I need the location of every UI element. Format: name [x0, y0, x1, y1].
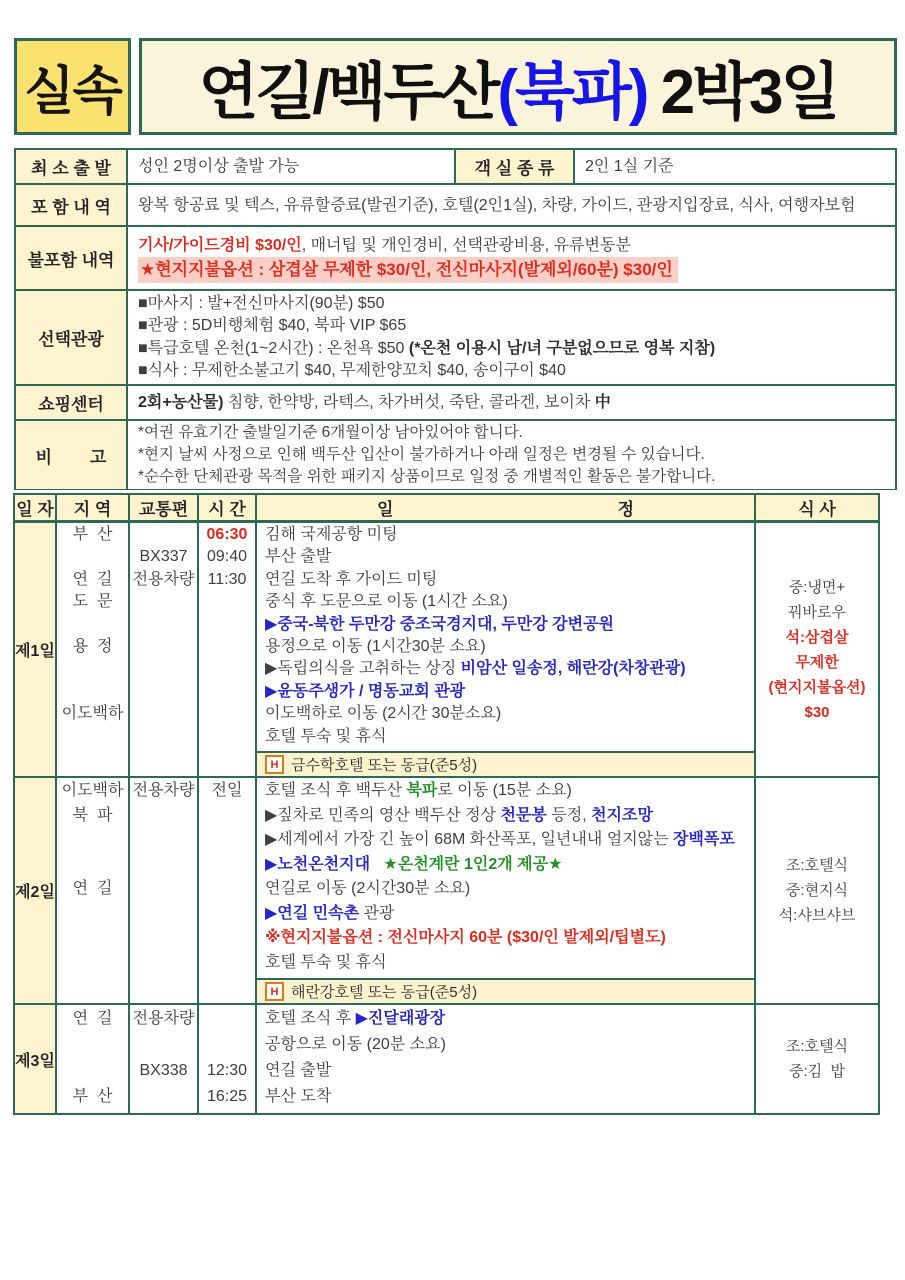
schedule-line [257, 1058, 754, 1084]
text-segment: ※현지지불옵션 : 전신마사지 60분 ($30/인 발제외/팁별도) [265, 929, 666, 946]
region-item: 연 길 [72, 1010, 113, 1027]
day-label: 제2일 [15, 778, 57, 1003]
row-min-departure [16, 150, 895, 183]
meal-line: 중:냉면+ [788, 578, 846, 596]
meal-line: 꿔바로우 [788, 603, 846, 621]
meal-cell [756, 778, 878, 1003]
day-label: 제3일 [15, 1005, 57, 1113]
label-shopping: 쇼핑센터 [16, 386, 128, 419]
time-item: 16:25 [206, 1088, 248, 1105]
time-item: 09:40 [206, 548, 248, 566]
meal-line: 석:샤브샤브 [778, 907, 856, 924]
label-remarks: 비 고 [16, 421, 128, 489]
schedule-line [257, 804, 754, 829]
schedule-line [257, 1006, 754, 1032]
text-segment: ▶진달래광장 [355, 1010, 446, 1027]
schedule-line [257, 636, 754, 658]
text-line [138, 422, 889, 444]
info-table [14, 148, 897, 490]
row-optional-tours [16, 289, 895, 384]
region-item: 용 정 [72, 638, 113, 655]
text-segment: (북파) [497, 58, 647, 127]
region-item: 연 길 [72, 880, 113, 897]
text-segment: 김해 국제공항 미팅 [265, 526, 398, 543]
text-segment: ■마사지 : 발+전신마사지(90분) $50 [138, 294, 385, 312]
text-line [138, 293, 889, 316]
meal-line: (현지지불옵션) [768, 678, 866, 696]
region-cell [57, 1005, 130, 1113]
transport-cell [130, 778, 199, 1003]
text-line [138, 360, 889, 383]
label-not-included: 불포함 내역 [16, 227, 128, 289]
schedule-line [257, 951, 754, 976]
schedule-line [257, 1032, 754, 1058]
text-line [138, 338, 889, 361]
text-segment: 등정, [546, 806, 592, 824]
value-min-departure: 성인 2명이상 출발 가능 [128, 150, 456, 183]
local-pay-option-highlight [138, 257, 678, 283]
time-item: 11:30 [207, 570, 247, 588]
text-line [138, 444, 889, 466]
time-item: 06:30 [206, 526, 248, 543]
meal-line: 석:삼겹살 [785, 628, 849, 646]
text-segment: ▶독립의식을 고취하는 상징 [265, 660, 461, 678]
text-segment: *여권 유효기간 출발일기준 6개월이상 남아있어야 합니다. [138, 424, 523, 441]
column-header: 일 자 [15, 495, 57, 520]
day-label: 제1일 [15, 523, 57, 776]
row-remarks [16, 419, 895, 488]
meal-cell [756, 1005, 878, 1113]
label-optional-tours: 선택관광 [16, 291, 128, 384]
text-segment: 북파 [406, 782, 438, 799]
transport-item: 전용차량 [132, 570, 195, 588]
schedule-line [257, 926, 754, 951]
column-header [257, 495, 756, 520]
column-header: 교통편 [130, 495, 199, 520]
schedule-cell [257, 1005, 756, 1113]
day-row [15, 778, 878, 1005]
hotel-name: 해란강호텔 또는 동급(준5성) [291, 984, 478, 1001]
schedule-lines [257, 1005, 754, 1113]
text-segment: 2박3일 [646, 58, 838, 127]
text-segment: ▶윤동주생가 / 명동교회 관광 [265, 682, 466, 700]
page-title [139, 38, 897, 135]
day-row [15, 523, 878, 778]
label-room-type: 객 실 종 류 [456, 150, 575, 183]
label-included: 포 함 내 역 [16, 185, 128, 225]
text-segment: ▶짚차로 민족의 영산 백두산 정상 [265, 806, 501, 824]
text-segment: *현지 날씨 사정으로 인해 백두산 입산이 불가하거나 아래 일정은 변경될 수 있습니다. [138, 446, 705, 463]
region-cell [57, 778, 130, 1003]
text-segment: *순수한 단체관광 목적을 위한 패키지 상품이므로 일정 중 개별적인 활동은 불가합니다. [138, 468, 716, 485]
hotel-row [257, 978, 754, 1003]
day-row [15, 1005, 878, 1113]
text-segment: ★현지지불옵션 : 삼겹살 무제한 $30/인, 전신마사지(발제외/60분) $30/인 [140, 259, 673, 279]
value-badge: 실속 [14, 38, 131, 135]
transport-item: 전용차량 [132, 782, 195, 799]
time-cell [199, 523, 257, 776]
schedule-line [257, 1084, 754, 1110]
meal-line: 조:호텔식 [785, 1038, 849, 1055]
value-room-type: 2인 1실 기준 [575, 150, 895, 183]
time-item: 12:30 [206, 1062, 248, 1079]
time-item: 전일 [211, 782, 243, 799]
schedule-cell [257, 778, 756, 1003]
text-segment: 천지조망 [591, 806, 653, 824]
text-segment: 연길로 이동 (2시간30분 소요) [265, 880, 471, 897]
meal-line: 중:현지식 [785, 882, 849, 899]
schedule-line [257, 853, 754, 878]
value-shopping [128, 386, 895, 419]
text-segment [370, 856, 383, 873]
column-header: 지 역 [57, 495, 130, 520]
schedule-lines [257, 523, 754, 776]
not-included-line2 [138, 257, 889, 283]
column-header-part: 정 [617, 500, 634, 519]
text-segment: 로 이동 (15분 소요) [437, 782, 572, 799]
value-not-included [128, 227, 895, 289]
value-remarks [128, 421, 895, 489]
text-segment: ▶노천온천지대 [265, 855, 371, 873]
meal-line: 조:호텔식 [785, 857, 849, 874]
schedule-cell [257, 523, 756, 776]
text-line [138, 466, 889, 488]
row-included [16, 183, 895, 225]
text-segment: ▶세계에서 가장 긴 높이 68M 화산폭포, 일년내내 얼지않는 [265, 831, 674, 848]
transport-item: BX337 [139, 548, 188, 566]
column-header: 시 간 [199, 495, 257, 520]
itinerary-table [13, 493, 880, 1115]
value-optional-tours [128, 291, 895, 384]
label-min-departure: 최 소 출 발 [16, 150, 128, 183]
schedule-line [257, 703, 754, 725]
schedule-line [257, 877, 754, 902]
text-segment: 호텔 투숙 및 휴식 [265, 727, 387, 745]
text-segment: 침향, 한약방, 라텍스, 차가버섯, 죽탄, 콜라겐, 보이차 [223, 394, 595, 411]
text-segment: 이도백하로 이동 (2시간 30분소요) [265, 705, 502, 723]
schedule-lines [257, 778, 754, 1003]
text-segment: ■식사 : 무제한소불고기 $40, 무제한양꼬치 $40, 송이구이 $40 [138, 362, 566, 379]
text-segment: 부산 도착 [265, 1088, 332, 1105]
text-segment: 비암산 일송정, 해란강(차창관광) [460, 660, 686, 678]
text-segment: ★온천계란 1인2개 제공★ [383, 855, 563, 873]
text-segment: 관광 [359, 904, 395, 922]
schedule-line [257, 569, 754, 591]
transport-item: 전용차량 [132, 1010, 195, 1027]
text-segment: , 매너팁 및 개인경비, 선택관광비용, 유류변동분 [301, 236, 631, 254]
region-cell [57, 523, 130, 776]
schedule-line [257, 614, 754, 636]
column-header-part: 일 [377, 500, 394, 519]
schedule-line [257, 524, 754, 546]
text-segment: 연길 출발 [265, 1062, 332, 1079]
text-segment: ■특급호텔 온천(1~2시간) : 온천욕 $50 [138, 339, 409, 357]
transport-item: BX338 [139, 1062, 188, 1079]
text-segment: 중식 후 도문으로 이동 (1시간 소요) [265, 593, 508, 611]
region-item: 도 문 [72, 593, 113, 611]
column-header: 식 사 [798, 500, 836, 519]
text-segment: 장백폭포 [673, 831, 735, 848]
schedule-line [257, 902, 754, 927]
itinerary-header-row [15, 495, 878, 523]
row-not-included [16, 225, 895, 289]
region-item: 이도백하 [61, 705, 124, 723]
hotel-icon: H [265, 982, 284, 1001]
text-segment: ■관광 : 5D비행체험 $40, 북파 VIP $65 [138, 317, 407, 334]
region-item: 이도백하 [61, 782, 124, 799]
text-segment: 연길 도착 후 가이드 미팅 [265, 570, 438, 588]
region-item: 북 파 [72, 806, 113, 824]
meal-line: $30 [804, 703, 830, 721]
schedule-line [257, 658, 754, 680]
text-line [138, 315, 889, 338]
text-segment: 용정으로 이동 (1시간30분 소요) [265, 637, 486, 655]
text-segment: 기사/가이드경비 $30/인 [138, 236, 302, 254]
schedule-line [257, 591, 754, 613]
text-segment: 호텔 조식 후 백두산 [265, 782, 407, 799]
hotel-name: 금수학호텔 또는 동급(준5성) [291, 757, 478, 774]
schedule-line [257, 828, 754, 853]
text-segment: ▶연길 민속촌 [265, 904, 360, 922]
text-segment: 천문봉 [500, 806, 547, 824]
hotel-row [257, 751, 754, 776]
transport-cell [130, 523, 199, 776]
text-segment: ▶중국-북한 두만강 중조국경지대, 두만강 강변공원 [265, 615, 614, 633]
text-segment: 연길/백두산 [198, 58, 498, 127]
not-included-line1 [138, 234, 889, 257]
schedule-line [257, 726, 754, 748]
text-segment: 호텔 투숙 및 휴식 [265, 953, 387, 971]
row-shopping [16, 384, 895, 419]
hotel-icon: H [265, 755, 284, 774]
transport-cell [130, 1005, 199, 1113]
text-segment: 호텔 조식 후 [265, 1010, 356, 1027]
value-included: 왕복 항공료 및 텍스, 유류할증료(발권기준), 호텔(2인1실), 차량, 가이드, 관광지입장료, 식사, 여행자보험 [128, 185, 895, 225]
meal-cell [756, 523, 878, 776]
region-item: 연 길 [72, 570, 113, 588]
time-cell [199, 778, 257, 1003]
schedule-line [257, 779, 754, 804]
document-header [14, 38, 897, 135]
region-item: 부 산 [72, 1088, 113, 1105]
text-segment: (*온천 이용시 남/녀 구분없으므로 영복 지참) [408, 339, 716, 357]
text-segment: 2회+농산물) [138, 394, 224, 411]
meal-line: 중:김 밥 [789, 1063, 845, 1080]
time-cell [199, 1005, 257, 1113]
meal-line: 무제한 [795, 653, 839, 671]
schedule-line [257, 681, 754, 703]
text-segment: 공항으로 이동 (20분 소요) [265, 1036, 446, 1053]
text-segment: 부산 출발 [265, 548, 332, 566]
itinerary-days [15, 523, 878, 1113]
schedule-line [257, 546, 754, 568]
text-segment: 中 [594, 394, 611, 411]
region-item: 부 산 [72, 526, 113, 543]
